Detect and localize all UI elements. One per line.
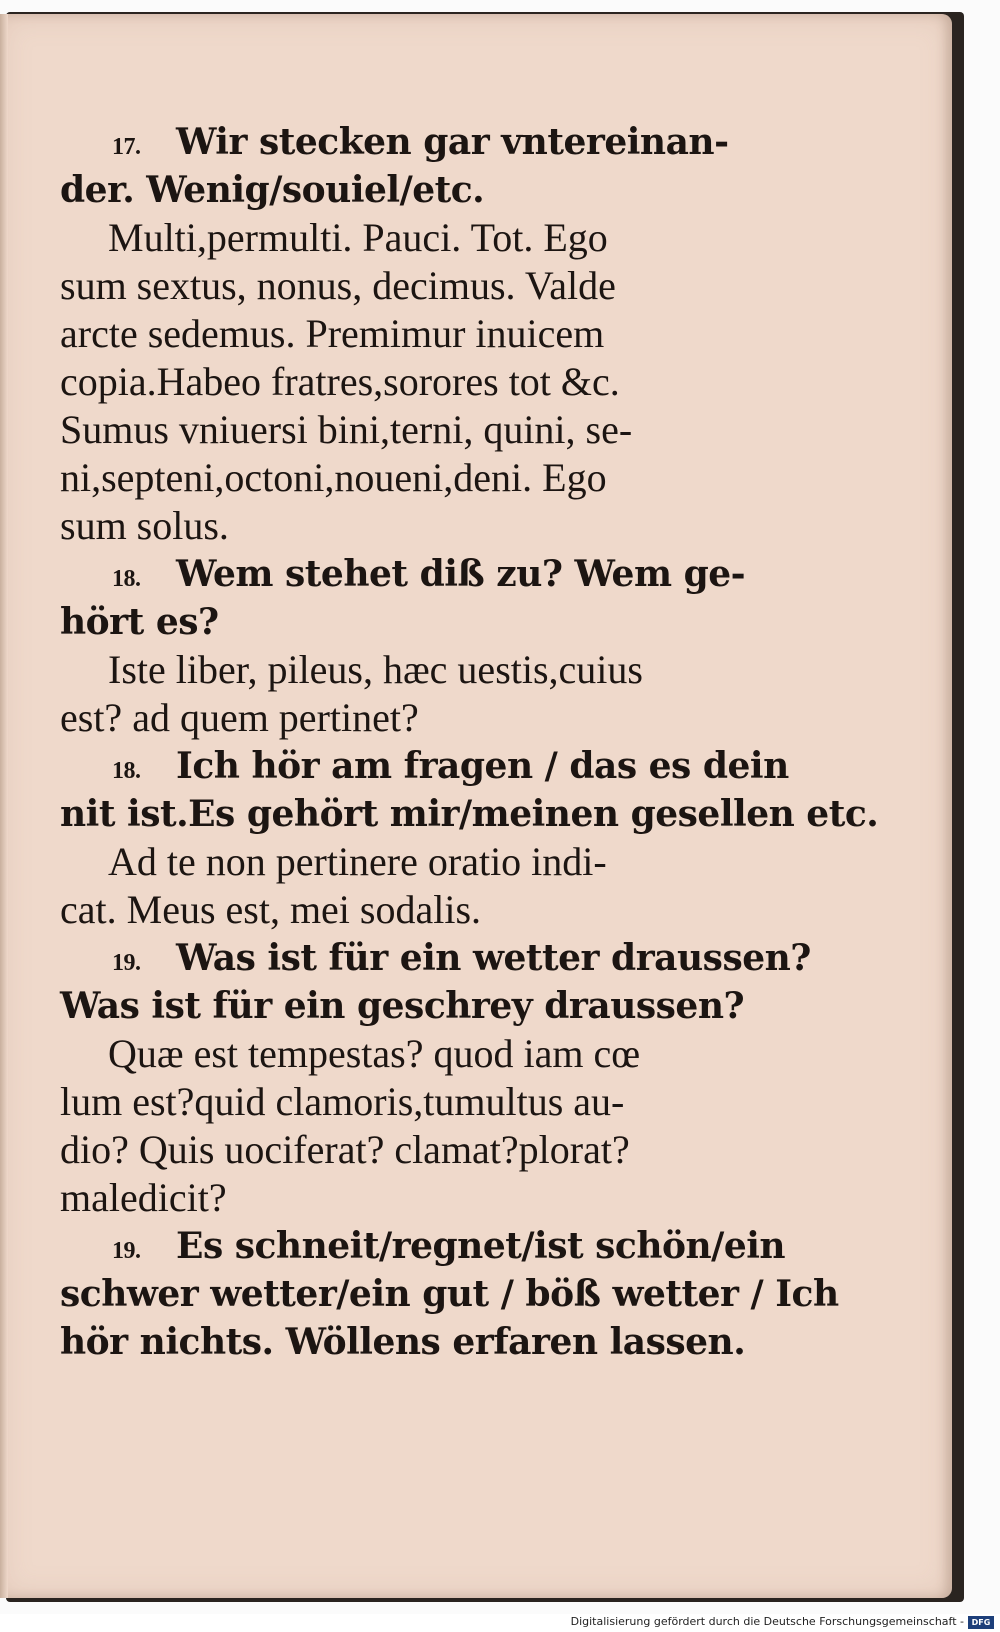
entry-number: 17. [112, 134, 141, 160]
latin-line: Iste liber, pileus, hæc uestis,cuius [108, 647, 643, 692]
latin-line: maledicit? [60, 1175, 227, 1220]
entry-heading [60, 1222, 786, 1270]
german-line: nit ist.Es gehört mir/meinen gesellen etc. [60, 793, 879, 835]
german-line: Wir stecken gar vntereinan- [176, 121, 729, 163]
german-line: hör nichts. Wöllens erfaren lassen. [60, 1321, 746, 1363]
entry-heading [60, 934, 811, 982]
entry-number: 18. [112, 566, 141, 592]
latin-line: Sumus vniuersi bini,terni, quini, se- [60, 407, 633, 452]
latin-line: Multi,permulti. Pauci. Tot. Ego [108, 215, 608, 260]
entry-heading [60, 550, 746, 598]
entry-heading [60, 742, 789, 790]
entry-number: 18. [112, 758, 141, 784]
entry-number: 19. [112, 1238, 141, 1264]
german-line: schwer wetter/ein gut / böß wetter / Ich [60, 1273, 839, 1315]
latin-line: ni,septeni,octoni,noueni,deni. Ego [60, 455, 607, 500]
latin-line: Ad te non pertinere oratio indi- [108, 839, 607, 884]
latin-line: lum est?quid clamoris,tumultus au- [60, 1079, 625, 1124]
german-line: Es schneit/regnet/ist schön/ein [176, 1225, 786, 1267]
latin-line: cat. Meus est, mei sodalis. [60, 887, 482, 932]
german-line: Was ist für ein wetter draussen? [176, 937, 811, 979]
latin-line: arcte sedemus. Premimur inuicem [60, 311, 605, 356]
latin-line: est? ad quem pertinet? [60, 695, 419, 740]
german-line: der. Wenig/souiel/etc. [60, 169, 485, 211]
entry-number: 19. [112, 950, 141, 976]
page-edge [0, 14, 8, 1598]
german-line: Was ist für ein geschrey draussen? [60, 985, 745, 1027]
latin-line: sum sextus, nonus, decimus. Valde [60, 263, 616, 308]
latin-line: Quæ est tempestas? quod iam cœ [108, 1031, 641, 1076]
entry-heading [60, 118, 736, 166]
latin-line: sum solus. [60, 503, 229, 548]
latin-line: copia.Habeo fratres,sorores tot &c. [60, 359, 620, 404]
page-text [60, 118, 879, 1366]
german-line: hört es? [60, 601, 219, 643]
latin-line: dio? Quis uociferat? clamat?plorat? [60, 1127, 630, 1172]
dfg-logo: DFG [968, 1616, 994, 1629]
german-line: Wem stehet diß zu? Wem ge- [176, 553, 746, 595]
funding-credit: Digitalisierung gefördert durch die Deutsche Forschungsgemeinschaft - [570, 1615, 964, 1628]
german-line: Ich hör am fragen / das es dein [176, 745, 789, 787]
